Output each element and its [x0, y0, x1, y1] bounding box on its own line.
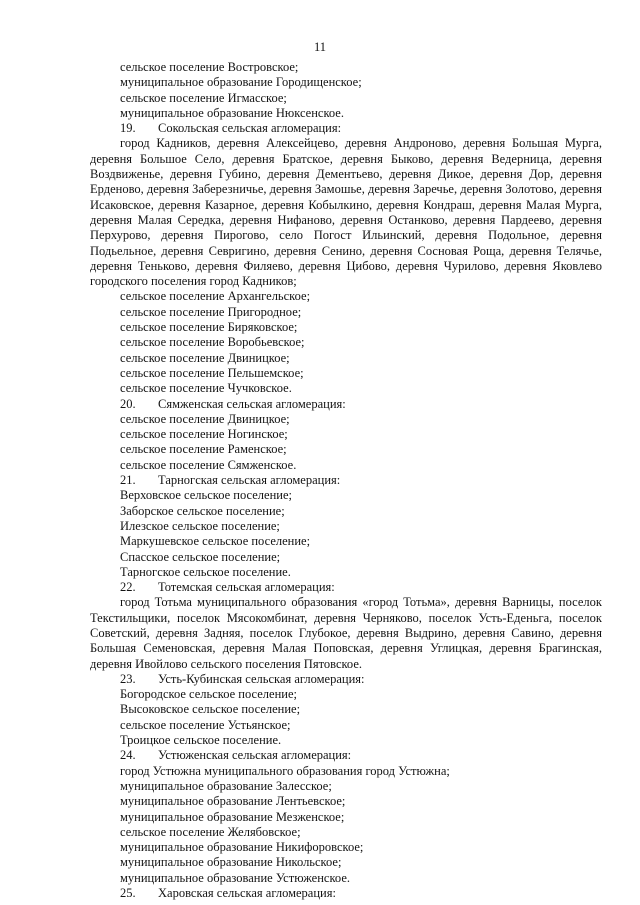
- list-item: Илезское сельское поселение;: [120, 518, 280, 533]
- list-item: сельское поселение Чучковское.: [120, 381, 292, 396]
- list-item: Богородское сельское поселение;: [120, 687, 297, 702]
- list-item: Спасское сельское поселение;: [120, 549, 281, 564]
- list-item: муниципальное образование Устюженское.: [120, 870, 350, 885]
- list-item: Тарногское сельское поселение.: [120, 564, 291, 579]
- list-item: муниципальное образование Никольское;: [120, 855, 342, 870]
- list-item: город Устюжна муниципального образования город Устюжна;: [120, 763, 450, 778]
- list-item: сельское поселение Востровское;: [120, 60, 299, 74]
- section-number: 20.: [120, 396, 136, 411]
- list-item: муниципальное образование Нюксенское.: [120, 105, 344, 120]
- list-item: муниципальное образование Никифоровское;: [120, 840, 364, 855]
- section-title: Тарногская сельская агломерация:: [158, 473, 341, 488]
- section-number: 24.: [120, 748, 136, 763]
- list-item: сельское поселение Устьянское;: [120, 717, 291, 732]
- section-heading: [90, 397, 602, 412]
- section-title: Сямженская сельская агломерация:: [158, 396, 346, 411]
- section-heading: [90, 473, 602, 488]
- section-number: 25.: [120, 886, 136, 901]
- list-item: сельское поселение Архангельское;: [120, 289, 311, 304]
- list-item: сельское поселение Ногинское;: [120, 427, 288, 442]
- list-item: Высоковское сельское поселение;: [120, 702, 301, 717]
- list-item: муниципальное образование Мезженское;: [120, 809, 345, 824]
- section-paragraph: город Тотьма муниципального образования «город Тотьма», деревня Варницы, поселок Текстильщики, поселок Мясокомбинат, деревня Черняково, поселок Усть-Еденьга, поселок Советский, деревня Задняя, поселок Глубокое, деревня Выдрино, деревня Савино, деревня Большая Семеновская, деревня Малая Поповская, деревня Углицкая, деревня Брагинская, деревня Ивойлово сельского поселения Пятовское.: [90, 595, 602, 671]
- section-heading: [90, 580, 602, 595]
- section-number: 19.: [120, 121, 136, 136]
- list-item: Заборское сельское поселение;: [120, 503, 285, 518]
- section-number: 23.: [120, 671, 136, 686]
- section-heading: [90, 886, 602, 901]
- list-item: сельское поселение Желябовское;: [120, 824, 301, 839]
- section-number: 22.: [120, 580, 136, 595]
- list-item: сельское поселение Сямженское.: [120, 457, 297, 472]
- list-item: сельское поселение Двиницкое;: [120, 350, 290, 365]
- section-title: Усть-Кубинская сельская агломерация:: [158, 671, 365, 686]
- section-heading: [90, 748, 602, 763]
- section-title: Харовская сельская агломерация:: [158, 886, 336, 901]
- section-title: Устюженская сельская агломерация:: [158, 748, 352, 763]
- list-item: сельское поселение Пригородное;: [120, 304, 302, 319]
- list-item: сельское поселение Воробьевское;: [120, 335, 305, 350]
- section-title: Сокольская сельская агломерация:: [158, 121, 342, 136]
- list-item: муниципальное образование Залесское;: [120, 778, 332, 793]
- document-body: [90, 60, 602, 901]
- list-item: сельское поселение Раменское;: [120, 442, 287, 457]
- list-item: муниципальное образование Лентьевское;: [120, 794, 346, 809]
- list-item: сельское поселение Пельшемское;: [120, 365, 304, 380]
- section-number: 21.: [120, 473, 136, 488]
- section-heading: [90, 672, 602, 687]
- list-item: Маркушевское сельское поселение;: [120, 534, 311, 549]
- page-number: 11: [313, 40, 327, 54]
- section-heading: [90, 121, 602, 136]
- list-item: сельское поселение Игмасское;: [120, 90, 287, 105]
- list-item: Троицкое сельское поселение.: [120, 733, 282, 748]
- list-item: муниципальное образование Городищенское;: [120, 75, 362, 90]
- list-item: Верховское сельское поселение;: [120, 488, 292, 503]
- list-item: сельское поселение Двиницкое;: [120, 411, 290, 426]
- section-title: Тотемская сельская агломерация:: [158, 580, 335, 595]
- section-paragraph: город Кадников, деревня Алексейцево, деревня Андроново, деревня Большая Мурга, деревня Большое Село, деревня Братское, деревня Быково, деревня Ведерница, деревня Воздвиженье, деревня Губино, деревня Дементьево, деревня Дикое, деревня Дор, деревня Ерденово, деревня Заберезничье, деревня Замошье, деревня Заречье, деревня Золотово, деревня Исаковское, деревня Казарное, деревня Кобылкино, деревня Кондраш, деревня Малая Мурга, деревня Малая Середка, деревня Нифаново, деревня Останково, деревня Пардеево, деревня Перхурово, деревня Пирогово, село Погост Ильинский, деревня Подольное, деревня Подьельное, деревня Севригино, деревня Сенино, деревня Сосновая Роща, деревня Телячье, деревня Теньково, деревня Филяево, деревня Цибово, деревня Чурилово, деревня Яковлево городского поселения город Кадников;: [90, 136, 602, 289]
- list-item: сельское поселение Биряковское;: [120, 320, 298, 335]
